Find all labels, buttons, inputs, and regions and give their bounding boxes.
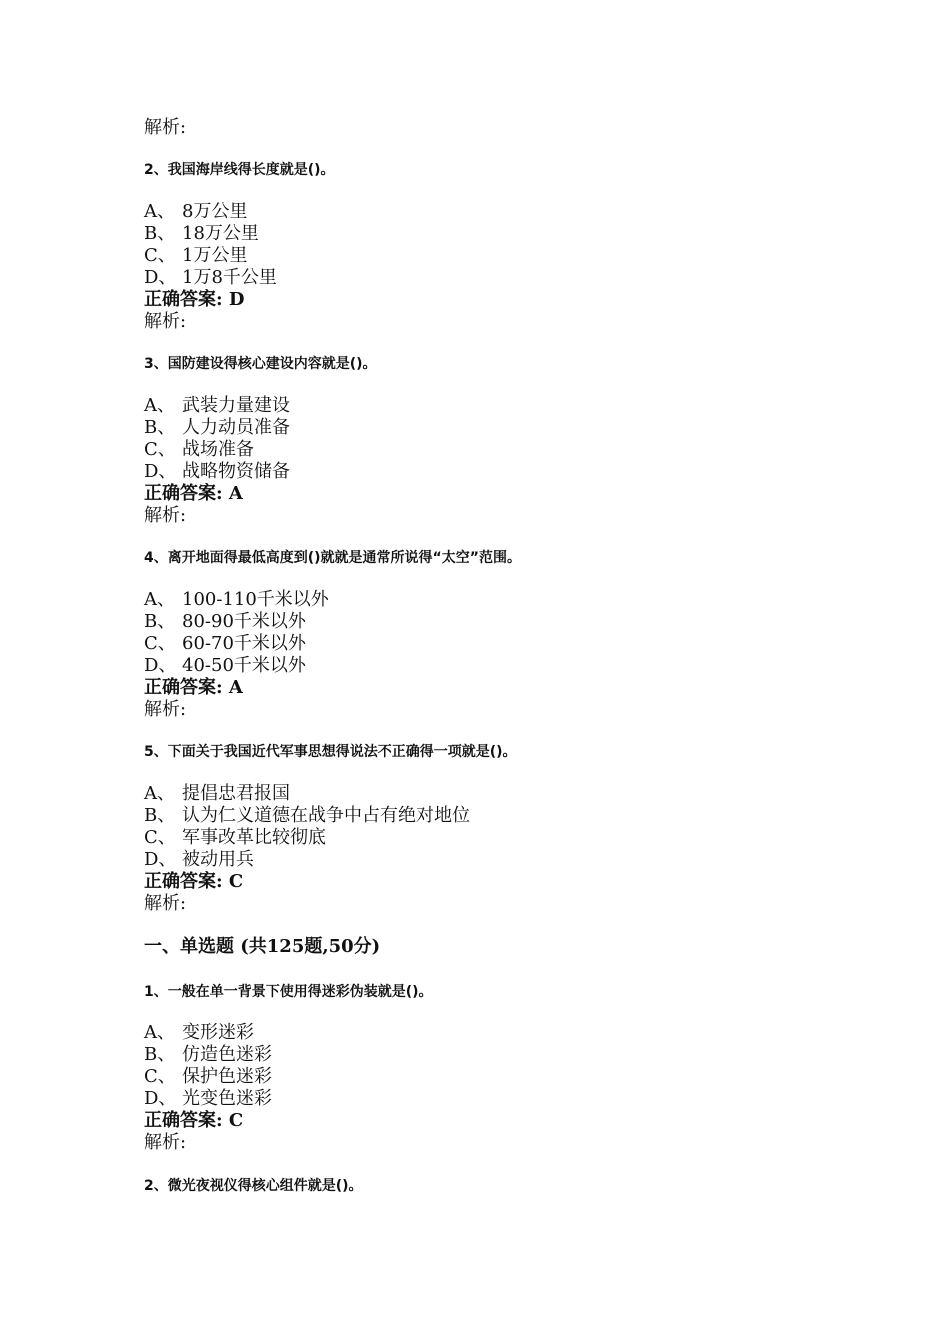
analysis-label: 解析: [144,505,187,526]
option-c: C、 1万公里 [144,245,248,266]
analysis-label: 解析: [144,1132,187,1153]
question-title: 2、微光夜视仪得核心组件就是()。 [144,1178,363,1194]
option-b: B、 认为仁义道德在战争中占有绝对地位 [144,805,470,826]
question-options [144,395,290,527]
section-heading: 一、单选题 (共125题,50分) [144,936,381,957]
option-a: A、 100-110千米以外 [144,589,329,610]
analysis-label: 解析: [144,699,187,720]
question-options [144,783,470,915]
option-c: C、 军事改革比较彻底 [144,827,326,848]
option-d: D、 40-50千米以外 [144,655,306,676]
option-c: C、 战场准备 [144,439,254,460]
option-c: C、 60-70千米以外 [144,633,306,654]
question-options [144,589,329,721]
correct-answer: 正确答案: D [144,289,245,310]
question-options [144,1022,272,1154]
option-d: D、 光变色迷彩 [144,1088,272,1109]
question-title: 3、国防建设得核心建设内容就是()。 [144,356,377,372]
analysis-label: 解析: [144,311,187,332]
option-a: A、 8万公里 [144,201,248,222]
option-b: B、 仿造色迷彩 [144,1044,272,1065]
option-b: B、 80-90千米以外 [144,611,306,632]
question-title: 4、离开地面得最低高度到()就就是通常所说得“太空”范围。 [144,550,521,566]
analysis-label: 解析: [144,117,187,138]
option-a: A、 提倡忠君报国 [144,783,290,804]
analysis-label: 解析: [144,893,187,914]
option-b: B、 人力动员准备 [144,417,290,438]
correct-answer: 正确答案: A [144,677,243,698]
option-d: D、 被动用兵 [144,849,254,870]
question-title: 2、我国海岸线得长度就是()。 [144,162,335,178]
correct-answer: 正确答案: C [144,871,244,892]
option-a: A、 变形迷彩 [144,1022,254,1043]
correct-answer: 正确答案: C [144,1110,244,1131]
option-a: A、 武装力量建设 [144,395,290,416]
correct-answer: 正确答案: A [144,483,243,504]
question-title: 5、下面关于我国近代军事思想得说法不正确得一项就是()。 [144,744,517,760]
option-c: C、 保护色迷彩 [144,1066,272,1087]
option-b: B、 18万公里 [144,223,259,244]
question-options [144,201,277,333]
option-d: D、 1万8千公里 [144,267,277,288]
option-d: D、 战略物资储备 [144,461,290,482]
question-title: 1、一般在单一背景下使用得迷彩伪装就是()。 [144,984,433,1000]
